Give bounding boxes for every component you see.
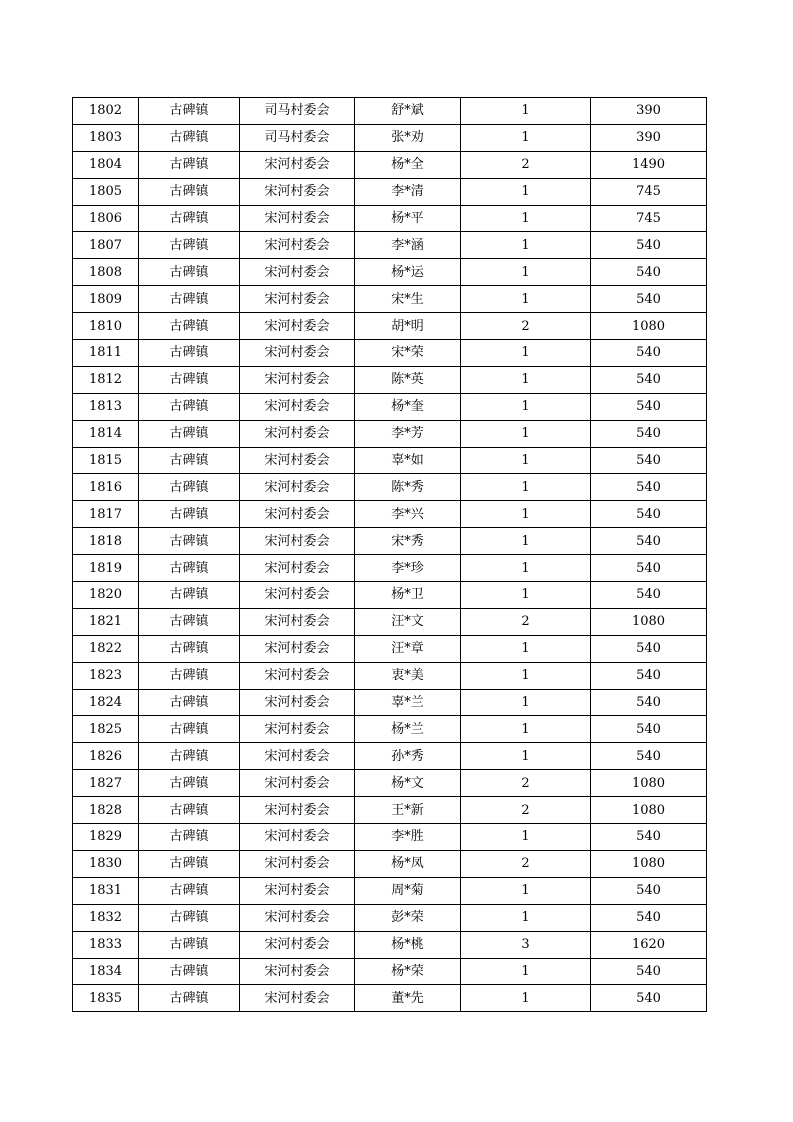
count-cell: 1	[461, 232, 591, 259]
amount-cell: 540	[591, 904, 707, 931]
amount-cell: 1620	[591, 931, 707, 958]
table-row	[73, 474, 707, 501]
table-row	[73, 340, 707, 367]
village-committee-cell: 宋河村委会	[240, 366, 355, 393]
count-cell: 1	[461, 528, 591, 555]
village-committee-cell: 宋河村委会	[240, 689, 355, 716]
table-row	[73, 662, 707, 689]
name-cell: 杨*奎	[355, 393, 461, 420]
name-cell: 杨*文	[355, 770, 461, 797]
amount-cell: 540	[591, 582, 707, 609]
name-cell: 宋*生	[355, 286, 461, 313]
name-cell: 李*涵	[355, 232, 461, 259]
village-committee-cell: 宋河村委会	[240, 286, 355, 313]
amount-cell: 1080	[591, 313, 707, 340]
row-number-cell: 1807	[73, 232, 139, 259]
table-row	[73, 501, 707, 528]
town-cell: 古碑镇	[139, 205, 240, 232]
town-cell: 古碑镇	[139, 608, 240, 635]
table-row	[73, 797, 707, 824]
count-cell: 1	[461, 555, 591, 582]
village-committee-cell: 宋河村委会	[240, 259, 355, 286]
count-cell: 1	[461, 178, 591, 205]
count-cell: 2	[461, 797, 591, 824]
row-number-cell: 1816	[73, 474, 139, 501]
count-cell: 1	[461, 501, 591, 528]
name-cell: 张*劝	[355, 124, 461, 151]
count-cell: 1	[461, 904, 591, 931]
table-row	[73, 313, 707, 340]
name-cell: 李*芳	[355, 420, 461, 447]
town-cell: 古碑镇	[139, 151, 240, 178]
amount-cell: 540	[591, 555, 707, 582]
name-cell: 王*新	[355, 797, 461, 824]
table-row	[73, 958, 707, 985]
town-cell: 古碑镇	[139, 770, 240, 797]
village-committee-cell: 宋河村委会	[240, 958, 355, 985]
count-cell: 1	[461, 286, 591, 313]
count-cell: 1	[461, 474, 591, 501]
amount-cell: 1080	[591, 850, 707, 877]
town-cell: 古碑镇	[139, 447, 240, 474]
row-number-cell: 1808	[73, 259, 139, 286]
count-cell: 1	[461, 393, 591, 420]
amount-cell: 540	[591, 259, 707, 286]
row-number-cell: 1810	[73, 313, 139, 340]
count-cell: 1	[461, 420, 591, 447]
name-cell: 彭*荣	[355, 904, 461, 931]
table-row	[73, 151, 707, 178]
count-cell: 1	[461, 205, 591, 232]
village-committee-cell: 宋河村委会	[240, 178, 355, 205]
count-cell: 1	[461, 582, 591, 609]
town-cell: 古碑镇	[139, 393, 240, 420]
row-number-cell: 1822	[73, 635, 139, 662]
name-cell: 陈*秀	[355, 474, 461, 501]
name-cell: 辜*如	[355, 447, 461, 474]
town-cell: 古碑镇	[139, 797, 240, 824]
count-cell: 1	[461, 447, 591, 474]
amount-cell: 540	[591, 528, 707, 555]
name-cell: 孙*秀	[355, 743, 461, 770]
table-row	[73, 582, 707, 609]
name-cell: 周*菊	[355, 877, 461, 904]
count-cell: 1	[461, 340, 591, 367]
village-committee-cell: 宋河村委会	[240, 608, 355, 635]
village-committee-cell: 宋河村委会	[240, 770, 355, 797]
count-cell: 2	[461, 151, 591, 178]
amount-cell: 540	[591, 689, 707, 716]
name-cell: 胡*明	[355, 313, 461, 340]
row-number-cell: 1812	[73, 366, 139, 393]
row-number-cell: 1803	[73, 124, 139, 151]
village-committee-cell: 宋河村委会	[240, 582, 355, 609]
table-row	[73, 555, 707, 582]
town-cell: 古碑镇	[139, 931, 240, 958]
table-row	[73, 877, 707, 904]
table-row	[73, 420, 707, 447]
town-cell: 古碑镇	[139, 259, 240, 286]
table-row	[73, 716, 707, 743]
table-row	[73, 689, 707, 716]
town-cell: 古碑镇	[139, 824, 240, 851]
count-cell: 2	[461, 608, 591, 635]
amount-cell: 540	[591, 877, 707, 904]
table-row	[73, 393, 707, 420]
amount-cell: 540	[591, 232, 707, 259]
amount-cell: 390	[591, 98, 707, 125]
village-committee-cell: 宋河村委会	[240, 904, 355, 931]
row-number-cell: 1818	[73, 528, 139, 555]
row-number-cell: 1814	[73, 420, 139, 447]
table-row	[73, 286, 707, 313]
row-number-cell: 1829	[73, 824, 139, 851]
town-cell: 古碑镇	[139, 985, 240, 1012]
count-cell: 1	[461, 958, 591, 985]
table-row	[73, 124, 707, 151]
name-cell: 李*珍	[355, 555, 461, 582]
town-cell: 古碑镇	[139, 555, 240, 582]
row-number-cell: 1828	[73, 797, 139, 824]
name-cell: 宋*荣	[355, 340, 461, 367]
row-number-cell: 1815	[73, 447, 139, 474]
village-committee-cell: 司马村委会	[240, 98, 355, 125]
row-number-cell: 1813	[73, 393, 139, 420]
table-row	[73, 447, 707, 474]
amount-cell: 1080	[591, 770, 707, 797]
village-committee-cell: 宋河村委会	[240, 743, 355, 770]
row-number-cell: 1831	[73, 877, 139, 904]
amount-cell: 540	[591, 824, 707, 851]
town-cell: 古碑镇	[139, 850, 240, 877]
row-number-cell: 1819	[73, 555, 139, 582]
town-cell: 古碑镇	[139, 689, 240, 716]
amount-cell: 1490	[591, 151, 707, 178]
name-cell: 宋*秀	[355, 528, 461, 555]
name-cell: 陈*英	[355, 366, 461, 393]
row-number-cell: 1820	[73, 582, 139, 609]
village-committee-cell: 宋河村委会	[240, 850, 355, 877]
amount-cell: 540	[591, 635, 707, 662]
village-committee-cell: 宋河村委会	[240, 877, 355, 904]
town-cell: 古碑镇	[139, 582, 240, 609]
amount-cell: 540	[591, 447, 707, 474]
town-cell: 古碑镇	[139, 313, 240, 340]
table-row	[73, 259, 707, 286]
name-cell: 杨*平	[355, 205, 461, 232]
town-cell: 古碑镇	[139, 501, 240, 528]
town-cell: 古碑镇	[139, 232, 240, 259]
name-cell: 汪*文	[355, 608, 461, 635]
name-cell: 李*胜	[355, 824, 461, 851]
count-cell: 1	[461, 124, 591, 151]
village-committee-cell: 宋河村委会	[240, 716, 355, 743]
town-cell: 古碑镇	[139, 635, 240, 662]
row-number-cell: 1830	[73, 850, 139, 877]
name-cell: 杨*桃	[355, 931, 461, 958]
amount-cell: 540	[591, 662, 707, 689]
row-number-cell: 1835	[73, 985, 139, 1012]
table-row	[73, 904, 707, 931]
row-number-cell: 1811	[73, 340, 139, 367]
row-number-cell: 1821	[73, 608, 139, 635]
table-row	[73, 770, 707, 797]
row-number-cell: 1823	[73, 662, 139, 689]
village-committee-cell: 宋河村委会	[240, 151, 355, 178]
village-committee-cell: 宋河村委会	[240, 232, 355, 259]
count-cell: 1	[461, 259, 591, 286]
name-cell: 杨*运	[355, 259, 461, 286]
name-cell: 李*清	[355, 178, 461, 205]
amount-cell: 540	[591, 393, 707, 420]
amount-cell: 540	[591, 366, 707, 393]
table-row	[73, 528, 707, 555]
amount-cell: 540	[591, 958, 707, 985]
count-cell: 1	[461, 824, 591, 851]
table-row	[73, 232, 707, 259]
name-cell: 汪*章	[355, 635, 461, 662]
amount-cell: 540	[591, 340, 707, 367]
name-cell: 李*兴	[355, 501, 461, 528]
count-cell: 1	[461, 716, 591, 743]
name-cell: 杨*兰	[355, 716, 461, 743]
village-committee-cell: 宋河村委会	[240, 393, 355, 420]
row-number-cell: 1834	[73, 958, 139, 985]
town-cell: 古碑镇	[139, 877, 240, 904]
roster-table	[72, 97, 707, 1012]
amount-cell: 1080	[591, 797, 707, 824]
count-cell: 1	[461, 662, 591, 689]
village-committee-cell: 宋河村委会	[240, 528, 355, 555]
row-number-cell: 1806	[73, 205, 139, 232]
table-row	[73, 608, 707, 635]
row-number-cell: 1802	[73, 98, 139, 125]
town-cell: 古碑镇	[139, 366, 240, 393]
table-row	[73, 743, 707, 770]
table-row	[73, 985, 707, 1012]
amount-cell: 745	[591, 178, 707, 205]
town-cell: 古碑镇	[139, 528, 240, 555]
town-cell: 古碑镇	[139, 98, 240, 125]
count-cell: 2	[461, 313, 591, 340]
town-cell: 古碑镇	[139, 340, 240, 367]
village-committee-cell: 宋河村委会	[240, 420, 355, 447]
town-cell: 古碑镇	[139, 904, 240, 931]
name-cell: 杨*卫	[355, 582, 461, 609]
count-cell: 1	[461, 743, 591, 770]
row-number-cell: 1809	[73, 286, 139, 313]
row-number-cell: 1805	[73, 178, 139, 205]
table-row	[73, 178, 707, 205]
row-number-cell: 1825	[73, 716, 139, 743]
table-row	[73, 824, 707, 851]
village-committee-cell: 宋河村委会	[240, 447, 355, 474]
amount-cell: 540	[591, 716, 707, 743]
village-committee-cell: 宋河村委会	[240, 555, 355, 582]
count-cell: 2	[461, 850, 591, 877]
amount-cell: 540	[591, 985, 707, 1012]
table-row	[73, 98, 707, 125]
amount-cell: 540	[591, 420, 707, 447]
row-number-cell: 1826	[73, 743, 139, 770]
amount-cell: 1080	[591, 608, 707, 635]
count-cell: 1	[461, 366, 591, 393]
amount-cell: 745	[591, 205, 707, 232]
village-committee-cell: 宋河村委会	[240, 313, 355, 340]
name-cell: 杨*荣	[355, 958, 461, 985]
amount-cell: 390	[591, 124, 707, 151]
name-cell: 杨*全	[355, 151, 461, 178]
town-cell: 古碑镇	[139, 178, 240, 205]
amount-cell: 540	[591, 286, 707, 313]
name-cell: 董*先	[355, 985, 461, 1012]
table-row	[73, 635, 707, 662]
village-committee-cell: 宋河村委会	[240, 931, 355, 958]
row-number-cell: 1832	[73, 904, 139, 931]
village-committee-cell: 宋河村委会	[240, 340, 355, 367]
village-committee-cell: 宋河村委会	[240, 205, 355, 232]
town-cell: 古碑镇	[139, 474, 240, 501]
row-number-cell: 1817	[73, 501, 139, 528]
row-number-cell: 1804	[73, 151, 139, 178]
name-cell: 辜*兰	[355, 689, 461, 716]
town-cell: 古碑镇	[139, 716, 240, 743]
town-cell: 古碑镇	[139, 124, 240, 151]
amount-cell: 540	[591, 474, 707, 501]
village-committee-cell: 宋河村委会	[240, 501, 355, 528]
table-row	[73, 931, 707, 958]
name-cell: 舒*斌	[355, 98, 461, 125]
table-row	[73, 850, 707, 877]
roster-body	[73, 98, 707, 1012]
town-cell: 古碑镇	[139, 420, 240, 447]
amount-cell: 540	[591, 501, 707, 528]
village-committee-cell: 宋河村委会	[240, 662, 355, 689]
count-cell: 1	[461, 635, 591, 662]
village-committee-cell: 宋河村委会	[240, 824, 355, 851]
town-cell: 古碑镇	[139, 743, 240, 770]
count-cell: 1	[461, 985, 591, 1012]
village-committee-cell: 宋河村委会	[240, 985, 355, 1012]
village-committee-cell: 宋河村委会	[240, 797, 355, 824]
village-committee-cell: 宋河村委会	[240, 635, 355, 662]
count-cell: 1	[461, 877, 591, 904]
count-cell: 3	[461, 931, 591, 958]
name-cell: 杨*凤	[355, 850, 461, 877]
table-row	[73, 205, 707, 232]
count-cell: 1	[461, 98, 591, 125]
row-number-cell: 1827	[73, 770, 139, 797]
village-committee-cell: 宋河村委会	[240, 474, 355, 501]
row-number-cell: 1824	[73, 689, 139, 716]
count-cell: 2	[461, 770, 591, 797]
town-cell: 古碑镇	[139, 958, 240, 985]
village-committee-cell: 司马村委会	[240, 124, 355, 151]
row-number-cell: 1833	[73, 931, 139, 958]
count-cell: 1	[461, 689, 591, 716]
amount-cell: 540	[591, 743, 707, 770]
table-row	[73, 366, 707, 393]
town-cell: 古碑镇	[139, 662, 240, 689]
name-cell: 衷*美	[355, 662, 461, 689]
town-cell: 古碑镇	[139, 286, 240, 313]
